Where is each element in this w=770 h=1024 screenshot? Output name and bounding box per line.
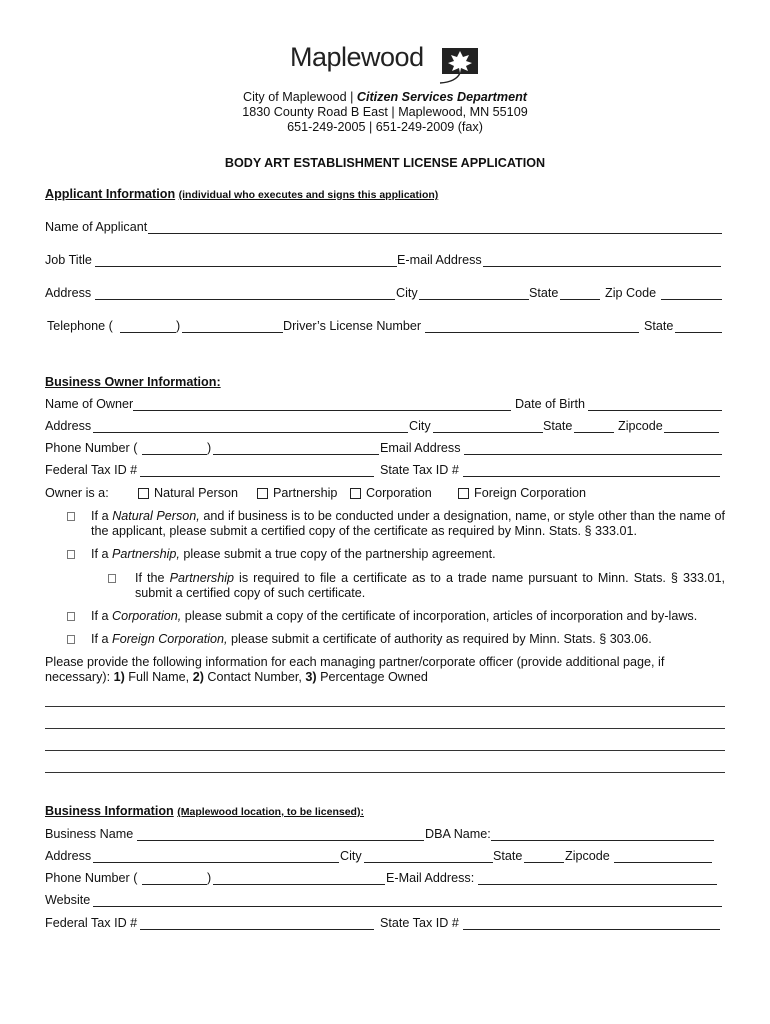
license-state-label: State	[644, 319, 674, 333]
bullet-box-icon	[67, 550, 75, 559]
website-label: Website	[45, 893, 91, 907]
owner-email-label: Email Address	[380, 441, 461, 455]
business-heading: Business Information (Maplewood location, to be licensed):	[45, 804, 364, 818]
owner-state-tax-field[interactable]	[463, 476, 720, 477]
business-address-label: Address	[45, 849, 92, 863]
dob-label: Date of Birth	[515, 397, 585, 411]
note-partnership: If a Partnership, please submit a true copy of the partnership agreement.	[91, 547, 496, 561]
business-phone-field[interactable]	[213, 884, 385, 885]
license-state-field[interactable]	[675, 332, 722, 333]
owner-heading: Business Owner Information:	[45, 375, 221, 389]
business-state-field[interactable]	[524, 862, 564, 863]
owner-phone-area-field[interactable]	[142, 454, 207, 455]
bullet-box-icon	[108, 574, 116, 583]
partners-line-4[interactable]	[45, 772, 725, 773]
checkbox[interactable]	[257, 488, 268, 499]
business-state-label: State	[493, 849, 523, 863]
note-natural-person: If a Natural Person, and if business is to be conducted under a designation, name, or style other than the name of the applicant, please submit a certified copy of the certificate as required by Minn. Stats. § 333.01.	[91, 509, 726, 538]
bullet-box-icon	[67, 512, 75, 521]
owner-phone-close-paren: )	[207, 441, 212, 455]
bullet-box-icon	[67, 635, 75, 644]
owner-address-field[interactable]	[93, 432, 408, 433]
dept-name: Citizen Services Department	[356, 90, 527, 104]
business-city-field[interactable]	[364, 862, 493, 863]
partners-line-3[interactable]	[45, 750, 725, 751]
business-name-label: Business Name	[45, 827, 134, 841]
applicant-city-label: City	[396, 286, 418, 300]
business-name-field[interactable]	[137, 840, 424, 841]
owner-fed-tax-label: Federal Tax ID #	[45, 463, 138, 477]
owner-name-field[interactable]	[133, 410, 511, 411]
checkbox[interactable]	[350, 488, 361, 499]
owner-zip-label: Zipcode	[618, 419, 663, 433]
form-title: BODY ART ESTABLISHMENT LICENSE APPLICATION	[224, 156, 546, 170]
option-partnership[interactable]: Partnership	[257, 486, 337, 500]
owner-is-label: Owner is a:	[45, 486, 109, 500]
dob-field[interactable]	[588, 410, 722, 411]
dba-field[interactable]	[491, 840, 714, 841]
website-field[interactable]	[93, 906, 722, 907]
applicant-state-label: State	[529, 286, 559, 300]
owner-zip-field[interactable]	[664, 432, 719, 433]
owner-state-field[interactable]	[574, 432, 614, 433]
applicant-city-field[interactable]	[419, 299, 529, 300]
job-title-field[interactable]	[95, 266, 397, 267]
business-zip-field[interactable]	[614, 862, 712, 863]
business-phone-area-field[interactable]	[142, 884, 207, 885]
business-phone-label: Phone Number (	[45, 871, 138, 885]
partners-line-2[interactable]	[45, 728, 725, 729]
note-foreign-corporation: If a Foreign Corporation, please submit a certificate of authority as required by Minn. Stats. § 303.06.	[91, 632, 652, 646]
address-line: 1830 County Road B East | Maplewood, MN 55109	[242, 105, 528, 119]
dept-line: City of Maplewood | Citizen Services Department	[243, 90, 527, 104]
applicant-email-label: E-mail Address	[397, 253, 482, 267]
applicant-email-field[interactable]	[483, 266, 721, 267]
business-city-label: City	[340, 849, 362, 863]
applicant-name-label: Name of Applicant	[45, 220, 148, 234]
owner-state-tax-label: State Tax ID #	[380, 463, 459, 477]
owner-city-label: City	[409, 419, 431, 433]
bullet-box-icon	[67, 612, 75, 621]
applicant-name-field[interactable]	[148, 233, 722, 234]
owner-state-label: State	[543, 419, 573, 433]
business-phone-close-paren: )	[207, 871, 212, 885]
logo	[290, 42, 424, 73]
logo-text: Maplewood	[290, 42, 424, 72]
owner-phone-field[interactable]	[213, 454, 379, 455]
business-fed-tax-field[interactable]	[140, 929, 374, 930]
telephone-number-field[interactable]	[182, 332, 283, 333]
owner-city-field[interactable]	[433, 432, 543, 433]
business-email-label: E-Mail Address:	[386, 871, 475, 885]
owner-phone-label: Phone Number (	[45, 441, 138, 455]
owner-address-label: Address	[45, 419, 92, 433]
checkbox[interactable]	[458, 488, 469, 499]
option-natural-person[interactable]: Natural Person	[138, 486, 238, 500]
business-state-tax-label: State Tax ID #	[380, 916, 459, 930]
business-state-tax-field[interactable]	[463, 929, 720, 930]
license-label: Driver’s License Number	[283, 319, 422, 333]
business-fed-tax-label: Federal Tax ID #	[45, 916, 138, 930]
checkbox[interactable]	[138, 488, 149, 499]
note-corporation: If a Corporation, please submit a copy of the certificate of incorporation, articles of incorporation and by-laws.	[91, 609, 698, 623]
owner-email-field[interactable]	[464, 454, 722, 455]
business-email-field[interactable]	[478, 884, 717, 885]
owner-name-label: Name of Owner	[45, 397, 134, 411]
maple-leaf-icon	[436, 46, 482, 86]
business-address-field[interactable]	[93, 862, 339, 863]
telephone-label: Telephone (	[47, 319, 113, 333]
applicant-zip-label: Zip Code	[605, 286, 657, 300]
business-zip-label: Zipcode	[565, 849, 610, 863]
dba-label: DBA Name:	[425, 827, 491, 841]
option-corporation[interactable]: Corporation	[350, 486, 432, 500]
license-field[interactable]	[425, 332, 639, 333]
telephone-area-field[interactable]	[120, 332, 176, 333]
applicant-heading: Applicant Information (individual who executes and signs this application)	[45, 187, 439, 201]
owner-fed-tax-field[interactable]	[140, 476, 374, 477]
job-title-label: Job Title	[45, 253, 92, 267]
note-partnership-trade-name: If the Partnership is required to file a certificate as to a trade name pursuant to Minn. Stats. § 333.01, submit a certified copy of such certificate.	[135, 571, 725, 600]
partners-line-1[interactable]	[45, 706, 725, 707]
applicant-address-label: Address	[45, 286, 92, 300]
applicant-zip-field[interactable]	[661, 299, 722, 300]
partners-instructions: Please provide the following information for each managing partner/corporate officer (provide additional page, if necessary): 1) Full Name, 2) Contact Number, 3) Percentage Owned	[45, 655, 665, 684]
option-foreign-corporation[interactable]: Foreign Corporation	[458, 486, 586, 500]
phone-line: 651-249-2005 | 651-249-2009 (fax)	[287, 120, 483, 134]
telephone-close-paren: )	[176, 319, 181, 333]
applicant-state-field[interactable]	[560, 299, 600, 300]
applicant-address-field[interactable]	[95, 299, 395, 300]
